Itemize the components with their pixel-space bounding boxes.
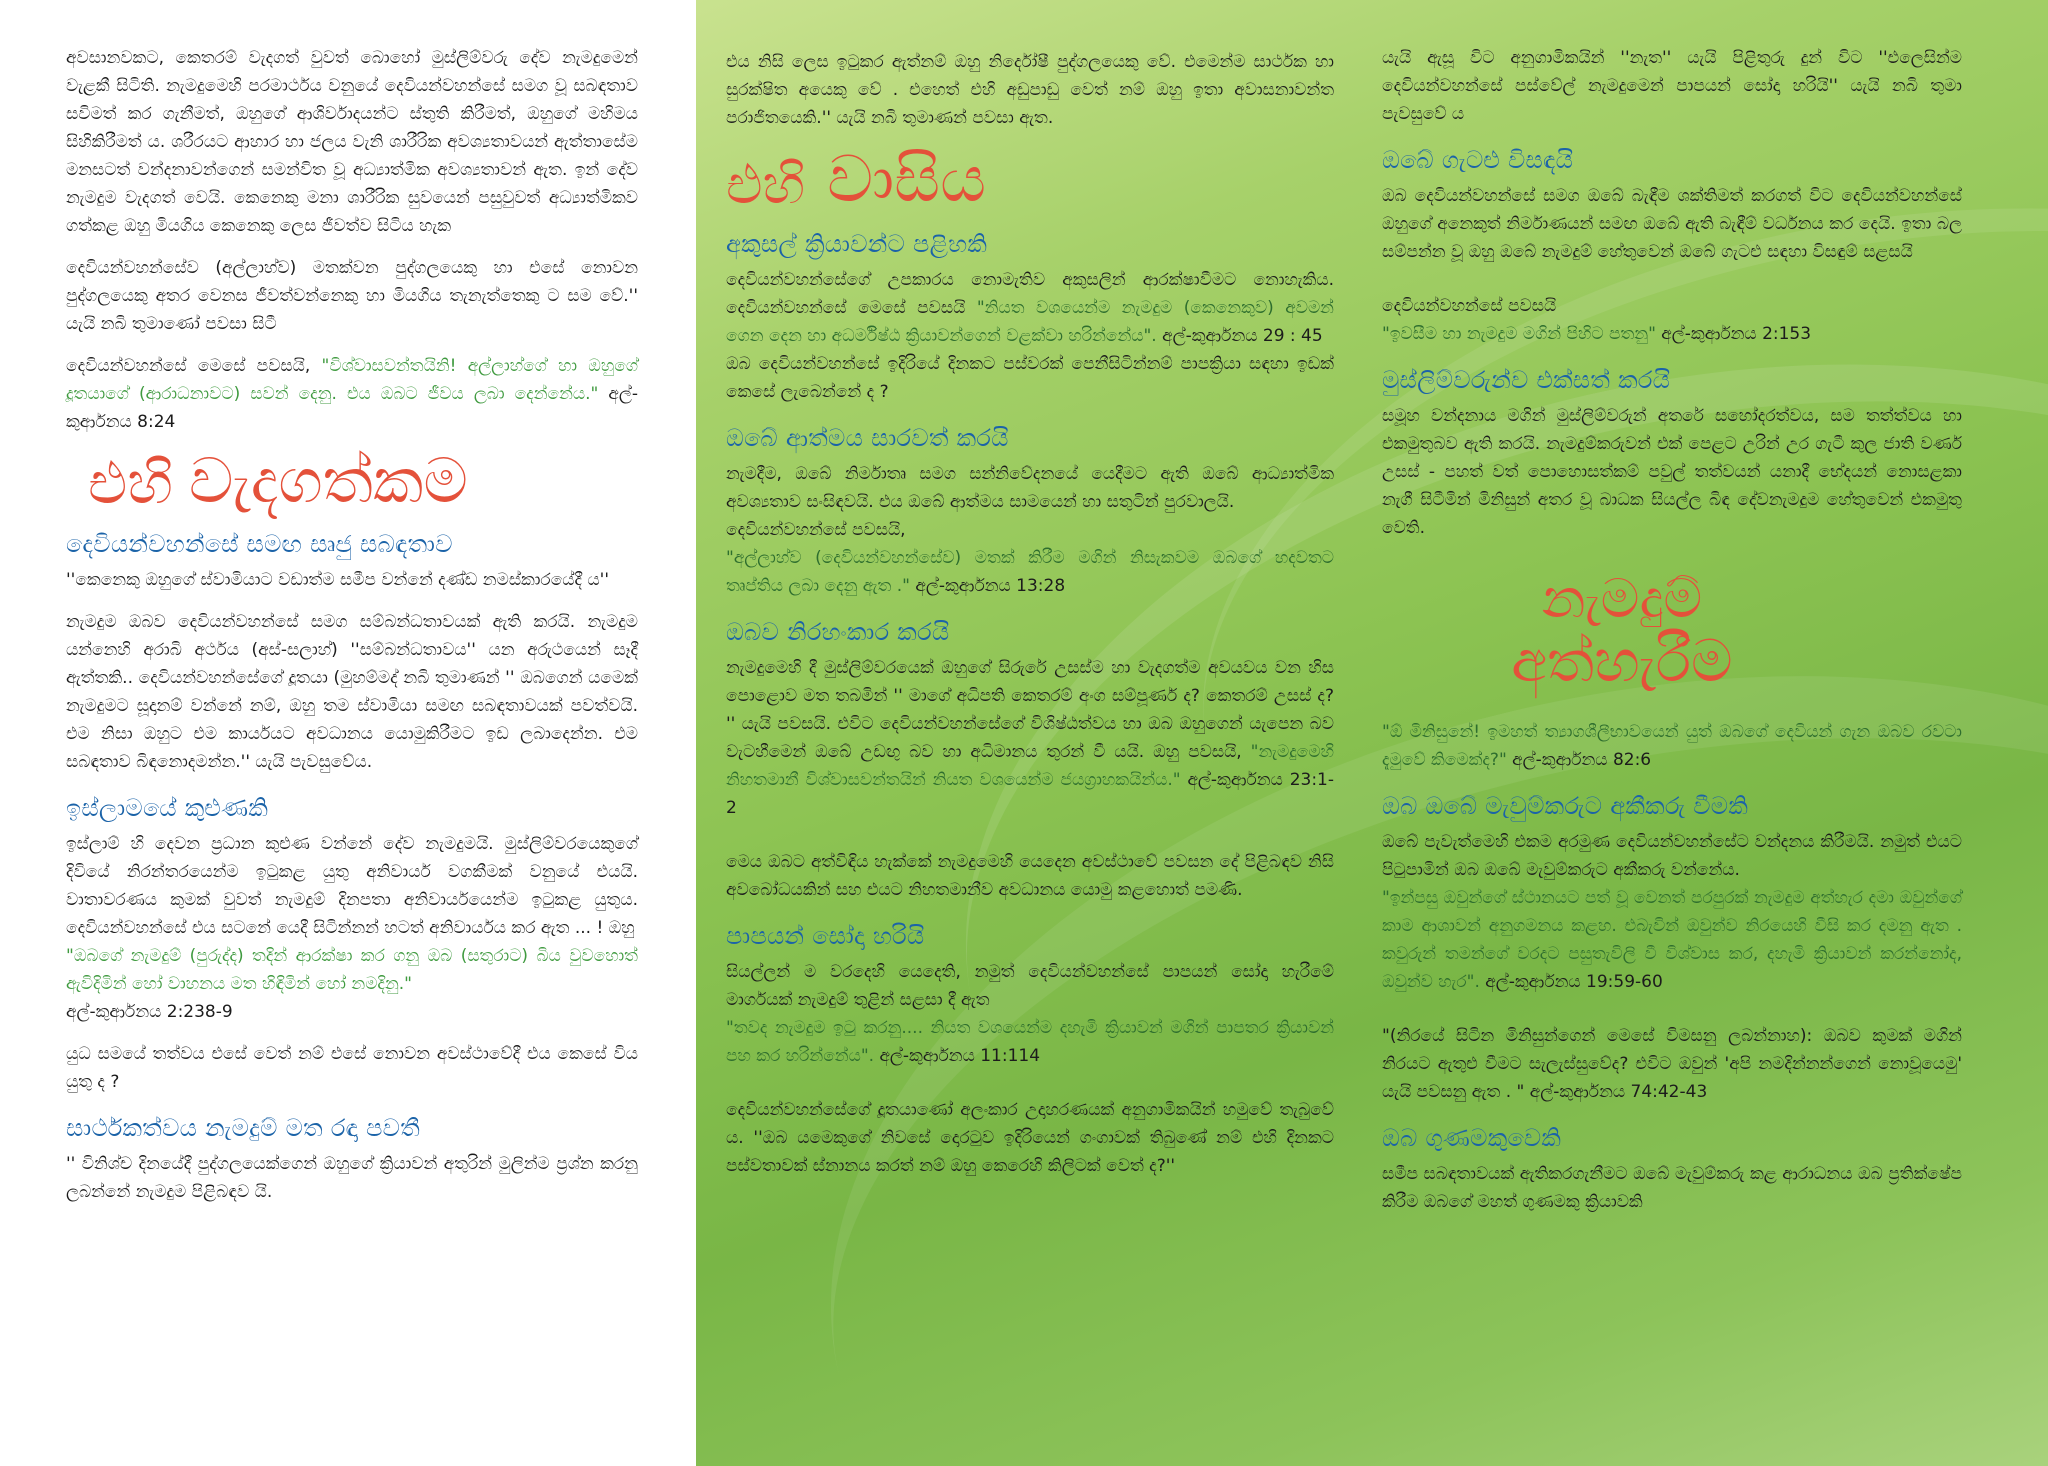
quran-reference: අල්-කුර්ආනය 8:24 <box>66 384 638 432</box>
humble-paragraph-2: මෙය ඔබට අත්විඳිය හැක්කේ නැමදුමෙහි යෙදෙන අවස්ථාවේ පවසන දේ පිළිබඳව නිසි අවබෝධයකින් සහ එයට නිහතමානීව අවධානය යොමු කළහොත් පමණි. <box>726 852 1334 900</box>
problems-quote-line <box>1382 320 1962 348</box>
heading-shield: අකුසල් ක්‍රියාවන්ට පළිහකි <box>726 230 988 258</box>
wash-reference: අල්-කුර්ආනය 11:114 <box>874 1046 1041 1066</box>
pillar-quote: "ඔබගේ නැමදුම් (පුරුද්ද) තදින් ආරක්ෂා කර ගනු ඔබ (සතුරාට) බිය වුවහොත් ඇවිදිමින් හෝ වාහනය මත හිඳිමින් හෝ නමදිනු." <box>66 946 638 994</box>
wash-paragraph: සියල්ලන් ම වරදෙහි යෙදෙති, නමුත් දෙවියන්වහන්සේ පාපයන් සෝදා හැරීමේ මාර්ගයක් නැමදුම් තුළින් සළසා දී ඇත <box>726 962 1334 1010</box>
heading-success: සාර්ථකත්වය නැමදුම් මත රඳා පවතී <box>66 1114 421 1142</box>
wash-quote: "තවද නැමදුම ඉටු කරනු.... නියත වශයෙන්ම දහැමි ක්‍රියාවන් මගින් පාපතර ක්‍රියාවන් පහ කර හරින්නේය". <box>726 1018 1334 1066</box>
left-column <box>0 0 696 1220</box>
ingratitude-paragraph: සමීප සබඳතාවයක් ඇතිකරගැනීමට ඔබේ මැවුම්කරු කළ ආරාධනය ඔබ ප්‍රතික්ෂේප කිරීම ඔබගේ මහත් ගුණමකු ක්‍රියාවකි <box>1382 1164 1962 1212</box>
middle-column <box>706 0 1356 1194</box>
section-title-benefits: එහි වාසිය <box>726 143 987 217</box>
continued-paragraph: එය නිසි ලෙස ඉටුකර ඇත්නම් ඔහු නිර්දෝෂී පුද්ගලයෙකු වේ. එමෙන්ම සාර්ථක හා සුරක්ෂිත අයෙකු වේ . එහෙත් එහි අඩුපාඩු වෙත් නම් ඔහු ඉතා අවාසනාවන්ත පරාජිතයෙකි.'' යැයි නබි තුමාණන් පවසා ඇත. <box>726 52 1334 128</box>
shield-reference: අල්-කුර්ආනය 29 : 45 <box>1156 326 1323 346</box>
heading-soul: ඔබේ ආත්මය සාරවත් කරයි <box>726 424 1009 452</box>
disobedience-paragraph: ඔබේ පැවැත්මෙහි එකම අරමුණ දෙවියන්වහන්සේට වන්දනය කිරීමයි. නමුත් එයට පිටුපාමින් ඔබ ඔබේ මැවුම්කරුට අකීකරු වන්නේය. <box>1382 832 1962 880</box>
success-paragraph: '' විනිශ්ච දිනයේදී පුද්ගලයෙක්ගෙන් ඔහුගේ ක්‍රියාවන් අතුරින් මුලින්ම ප්‍රශ්න කරනු ලබන්නේ නැමදුම පිළිබඳව යි. <box>66 1154 638 1202</box>
soul-quote: "අල්ලාහ්ව (දෙවියන්වහන්සේව) මතක් කිරීම මගින් නිසැකවම ඔබගේ හදවතට තෘප්තිය ලබා දෙනු ඇත ." <box>726 548 1334 596</box>
disobedience-quote: "ඉන්පසු ඔවුන්ගේ ස්ථානයට පත් වූ වෙනත් පරපුරක් නැමදුම අත්හැර දමා ඔවුන්ගේ කාම ආශාවන් අනුගමනය කළහ. එබැවින් ඔවුන්ව නිරයෙහි වීසි කර දමනු ඇත . කවුරුන් තමන්ගේ වරදට පසුතැවිලි වී විශ්වාස කර, දහැමි ක්‍රියාවන් කරන්නෝද, ඔවුන්ව හැර". <box>1382 888 1962 992</box>
problems-quote: "ඉවසීම හා නැමදුම මගින් පිහිට පතනු" <box>1382 324 1656 344</box>
continued-paragraph: යැයි ඇසූ විට අනුගාමිකයින් ''නැත'' යැයි පිළිතුරු දුන් විට ''එලෙසින්ම දෙවියන්වහන්සේ පස්වේල් නැමදුමෙන් පාපයන් සෝදා හරියි'' යැයි නබි තුමා පැවසුවේ ය <box>1382 48 1962 124</box>
pillar-reference: අල්-කුර්ආනය 2:238-9 <box>66 1002 233 1022</box>
right-column <box>1362 0 1972 1230</box>
soul-says: දෙවියන්වහන්සේ පවසයි, <box>726 520 906 540</box>
unite-paragraph: සමූහ වන්දනාය මගින් මුස්ලිම්වරුන් අතරේ සහෝදරත්වය, සම තත්ත්වය හා එකමුතුබව ඇති කරයි. නැමදුම්කරුවන් එක් පෙළට උරින් උර ගැටී කුල ජාති වර්ණ උසස් - පහත් වත් පොහොසත්කම් පවුල් තත්වයන් යනාදී භේදයන් නොසළකා නැගී සිටීමින් මිනිසුන් අතර වූ බාධක සියල්ල බිඳ දේවනැමදුම හේතුවෙන් එකමුතු වෙති. <box>1382 406 1962 538</box>
hadith-paragraph: දෙවියන්වහන්සේව (අල්ලාහ්ව) මතක්වන පුද්ගලයෙකු හා එසේ නොවන පුද්ගලයෙකු අතර වෙනස ජීවත්වන්නෙකු හා මියගිය තැනැත්තෙකු ට සම වේ.'' යැයි නබි තුමාණෝ පවසා සිටී <box>66 258 638 334</box>
intro-paragraph: අවසානවකට, කෙතරම් වැදගත් වුවත් බොහෝ මුස්ලිම්වරු දේව නැමදුමෙන් වැළකී සිටිති. නැමදුමෙහි පරමාර්ථය වනුයේ දෙවියන්වහන්සේ සමග වූ සබඳතාව සවිමත් කර ගැනීමත්, ඔහුගේ ආශිර්වාදයන්ට ස්තුති කිරීමත්, ඔහුගේ මහිමය සිහිකිරීමත් ය. ශරීරයට ආහාර හා ජලය වැනි ශාරීරික අවශ්‍යතාවයන් ඇත්තාසේම මනසටත් වන්දනාවන්ගෙන් සමන්විත වූ අධ්‍යාත්මික අවශ්‍යතාවන් ඇත. ඉන් දේව නැමදුම වැදගත් වෙයි. කෙනෙකු මනා ශාරීරික සුවයෙන් පසුවුවත් අධ්‍යාත්මිකව ගත්කළ ඔහු මියගිය කෙනෙකු ලෙස ජීවත්ව සිටිය හැක <box>66 48 638 236</box>
relationship-paragraph: නැමදුම ඔබව දෙවියන්වහන්සේ සමග සම්බන්ධතාවයක් ඇති කරයි. නැමදුම යන්නෙහි අරාබි අර්ථය (අස්-සලාහ්) ''සම්බන්ධතාවය'' යන අරුථයෙන් සෑදී ඇත්තකි.. දෙවියන්වහන්සේගේ දූතයා (මුහම්මද් නබි තුමාණන් '' ඔබගෙන් යමෙක් නැමදුමට සූදානම් වන්නේ නම්, ඔහු තම ස්වාමියා සමඟ සබඳතාවයක් පවත්වයි. එම නිසා ඔහුට එම කාර්යයට අවධානය යොමුකිරීමට ඉඩ ලබාදෙන්න. එම සබඳතාව බිඳනොදමන්න.'' යැයි පැවසුවේය. <box>66 612 638 772</box>
quran-paragraph: දෙවියන්වහන්සේ මෙසේ පවසයි, "විශ්වාසවන්තයිනි! අල්ලාහ්ගේ හා ඔහුගේ දූතයාගේ (ආරාධනාවට) සවන් දෙනු. එය ඔබට ජීවය ලබා දෙන්නේය." අල්-කුර්ආනය 8:24 <box>66 356 638 432</box>
wash-paragraph-2: දෙවියන්වහන්සේගේ දූතයාණෝ අලංකාර උදාහරණයක් අනුගාමිකයින් හමුවේ තැබුවේ ය. ''ඔබ යමෙකුගේ නිවසේ දොරටුව ඉදිරියෙන් ගංගාවක් තිබුණේ නම් එහි දිනකට පස්වතාවක් ස්නානය කරත් නම් ඔහු කෙරෙහි කිලිටක් වෙත් ද?'' <box>726 1100 1334 1176</box>
humble-quote: "නැමදුමෙහි නිහතමානී විශ්වාසවන්තයින් නියත වශයෙන්ම ජයග්‍රාහකයින්ය." <box>726 742 1334 790</box>
war-paragraph: යුධ සමයේ තත්වය එසේ වෙත් නම් එසේ නොවන අවස්ථාවේදී එය කෙසේ විය යුතු ද ? <box>66 1044 638 1092</box>
abandon-quote: "ඕ මිනිසුනේ! ඉමහත් ත්‍යාගශීලීභාවයෙන් යුත් ඔබගේ දෙවියන් ගැන ඔබව රවටා දැමුවේ කිමෙක්ද?" <box>1382 722 1962 770</box>
shield-quote: "නියත වශයෙන්ම නැමදුම (කෙනෙකුව) අවමන් ගෙන දෙන හා අධර්මිෂ්ඨ ක්‍රියාවන්ගෙන් වළක්වා හරින්නේය". <box>726 298 1334 346</box>
heading-humble: ඔබව නිරහංකාර කරයි <box>726 618 950 646</box>
hell-paragraph: "(නිරයේ සිටින මිනිසුන්ගෙන් මෙසේ විමසනු ලබන්නාහ): ඔබව කුමක් මගින් නිරයට ඇතුළු වීමට සැලැස්සුවේද? එවිට ඔවුන් 'අපි නමදින්නන්ගෙන් නොවූයෙමු' යැයි පවසනු ඇත . " අල්-කුර්ආනය 74:42-43 <box>1382 1026 1962 1102</box>
soul-paragraph: නැමදීම, ඔබේ නිර්මාතෘ සමග සන්නිවේදනයේ යෙදීමට ඇති ඔබේ ආධ්‍යාත්මික අවශ්‍යතාව සංසිඳවයි. එය ඔබේ ආත්මය සාමයෙන් හා සතුටින් පුරවාලයි. <box>726 464 1334 512</box>
problems-paragraph: ඔබ දෙවියන්වහන්සේ සමග ඔබේ බැඳීම ශක්තිමත් කරගත් විට දෙවියන්වහන්සේ ඔහුගේ අනෙකුත් නිර්මාණයන් සමඟ ඔබේ ඇති බැඳීම් වර්ධනය කර දෙයි. ඉතා බල සම්පන්න වූ ඔහු ඔබේ නැමදුම් හේතුවෙන් ඔබේ ගැටළු සඳහා විසඳුම් සළසයි <box>1382 186 1962 262</box>
shield-paragraph-2: ඔබ දෙවියන්වහන්සේ ඉදිරියේ දිනකට පස්වරක් පෙනීසිටින්නම් පාපක්‍රියා සඳහා ඉඩක් කෙසේ ලැබෙන්නේ ද ? <box>726 354 1334 402</box>
section-title-importance: එහි වැදගත්කම <box>88 444 468 517</box>
relationship-quote: ''කෙනෙකු ඔහුගේ ස්වාමියාට වඩාත්ම සමීප වන්නේ දණ්ඩ නමස්කාරයේදී ය'' <box>66 570 610 590</box>
heading-wash: පාපයන් සෝදා හරියි <box>726 922 925 950</box>
heading-problems: ඔබේ ගැටළු විසඳයි <box>1382 146 1574 174</box>
heading-pillar: ඉස්ලාමයේ කුළුණකි <box>66 794 269 822</box>
problems-says: දෙවියන්වහන්සේ පවසයි <box>1382 296 1557 316</box>
disobedience-quote-line <box>1382 884 1962 996</box>
quran-quote: "විශ්වාසවන්තයිනි! අල්ලාහ්ගේ හා ඔහුගේ දූතයාගේ (ආරාධනාවට) සවන් දෙනු. එය ඔබට ජීවය ලබා දෙන්නේය." <box>66 356 638 404</box>
wash-quote-line <box>726 1014 1334 1070</box>
heading-ingratitude: ඔබ ගුණමකුවෙකි <box>1382 1124 1562 1152</box>
abandon-quote-line <box>1382 718 1962 774</box>
section-title-abandoning: නැමදුම් අත්හැරීම <box>1511 567 1733 695</box>
soul-reference: අල්-කුර්ආනය 13:28 <box>909 576 1066 596</box>
disobedience-reference: අල්-කුර්ආනය 19:59-60 <box>1479 972 1663 992</box>
heading-disobedience: ඔබ ඔබේ මැවුම්කරුට අකීකරු වීමකි <box>1382 792 1749 820</box>
heading-direct-relationship: දෙවියන්වහන්සේ සමඟ සෘජු සබඳතාව <box>66 530 453 558</box>
humble-paragraph: නැමදුමෙහි දී මුස්ලිම්වරයෙක් ඔහුගේ සිරුරේ උසස්ම හා වැදගත්ම අවයවය වන හිස පොළොව මත තබමින් '' මාගේ අධිපති කෙතරම් අංග සම්පූර්ණ ද? කෙතරම් උසස් ද? '' යැයි පවසයි. එවිට දෙවියන්වහන්සේගේ විශිෂ්ඨත්වය හා ඔබ ඔහුගෙන් යැපෙන බව වැටහීමෙන් ඔබේ උඩඟු බව හා අධිමානය තුරන් වී යයි. ඔහු පවසයි, "නැමදුමෙහි නිහතමානී විශ්වාසවන්තයින් නියත වශයෙන්ම ජයග්‍රාහකයින්ය." අල්-කුර්ආනය 23:1-2 <box>726 658 1334 818</box>
problems-reference: අල්-කුර්ආනය 2:153 <box>1655 324 1812 344</box>
soul-quote-line <box>726 544 1334 600</box>
pillar-paragraph: ඉස්ලාම් හි දෙවන ප්‍රධාන කුළුණ වන්නේ දේව නැමදුමයි. මුස්ලිම්වරයෙකුගේ දිවියේ නිරන්තරයෙන්ම ඉටුකළ යුතු අනිවාර්ය වගකීමක් වනුයේ එයයි. වාතාවරණය කුමක් වුවත් නැමදුම් දිනපතා අනිවාර්යයෙන්ම ඉටුකළ යුතුය. දෙවියන්වහන්සේ එය සටනේ යෙදී සිටින්නන් හටත් අනිවාර්යය කර ඇත ... ! ඔහු <box>66 834 638 938</box>
shield-paragraph: දෙවියන්වහන්සේගේ උපකාරය නොමැතිව අකුසලින් ආරක්ෂාවීමට නොහැකිය. දෙවියන්වහන්සේ මෙසේ පවසයි "නියත වශයෙන්ම නැමදුම (කෙනෙකුව) අවමන් ගෙන දෙන හා අධර්මිෂ්ඨ ක්‍රියාවන්ගෙන් වළක්වා හරින්නේය". අල්-කුර්ආනය 29 : 45 <box>726 270 1334 346</box>
heading-unite: මුස්ලිම්වරුන්ව එක්සත් කරයි <box>1382 366 1671 394</box>
humble-reference: අල්-කුර්ආනය 23:1-2 <box>726 770 1334 818</box>
abandon-reference: අල්-කුර්ආනය 82:6 <box>1506 750 1652 770</box>
